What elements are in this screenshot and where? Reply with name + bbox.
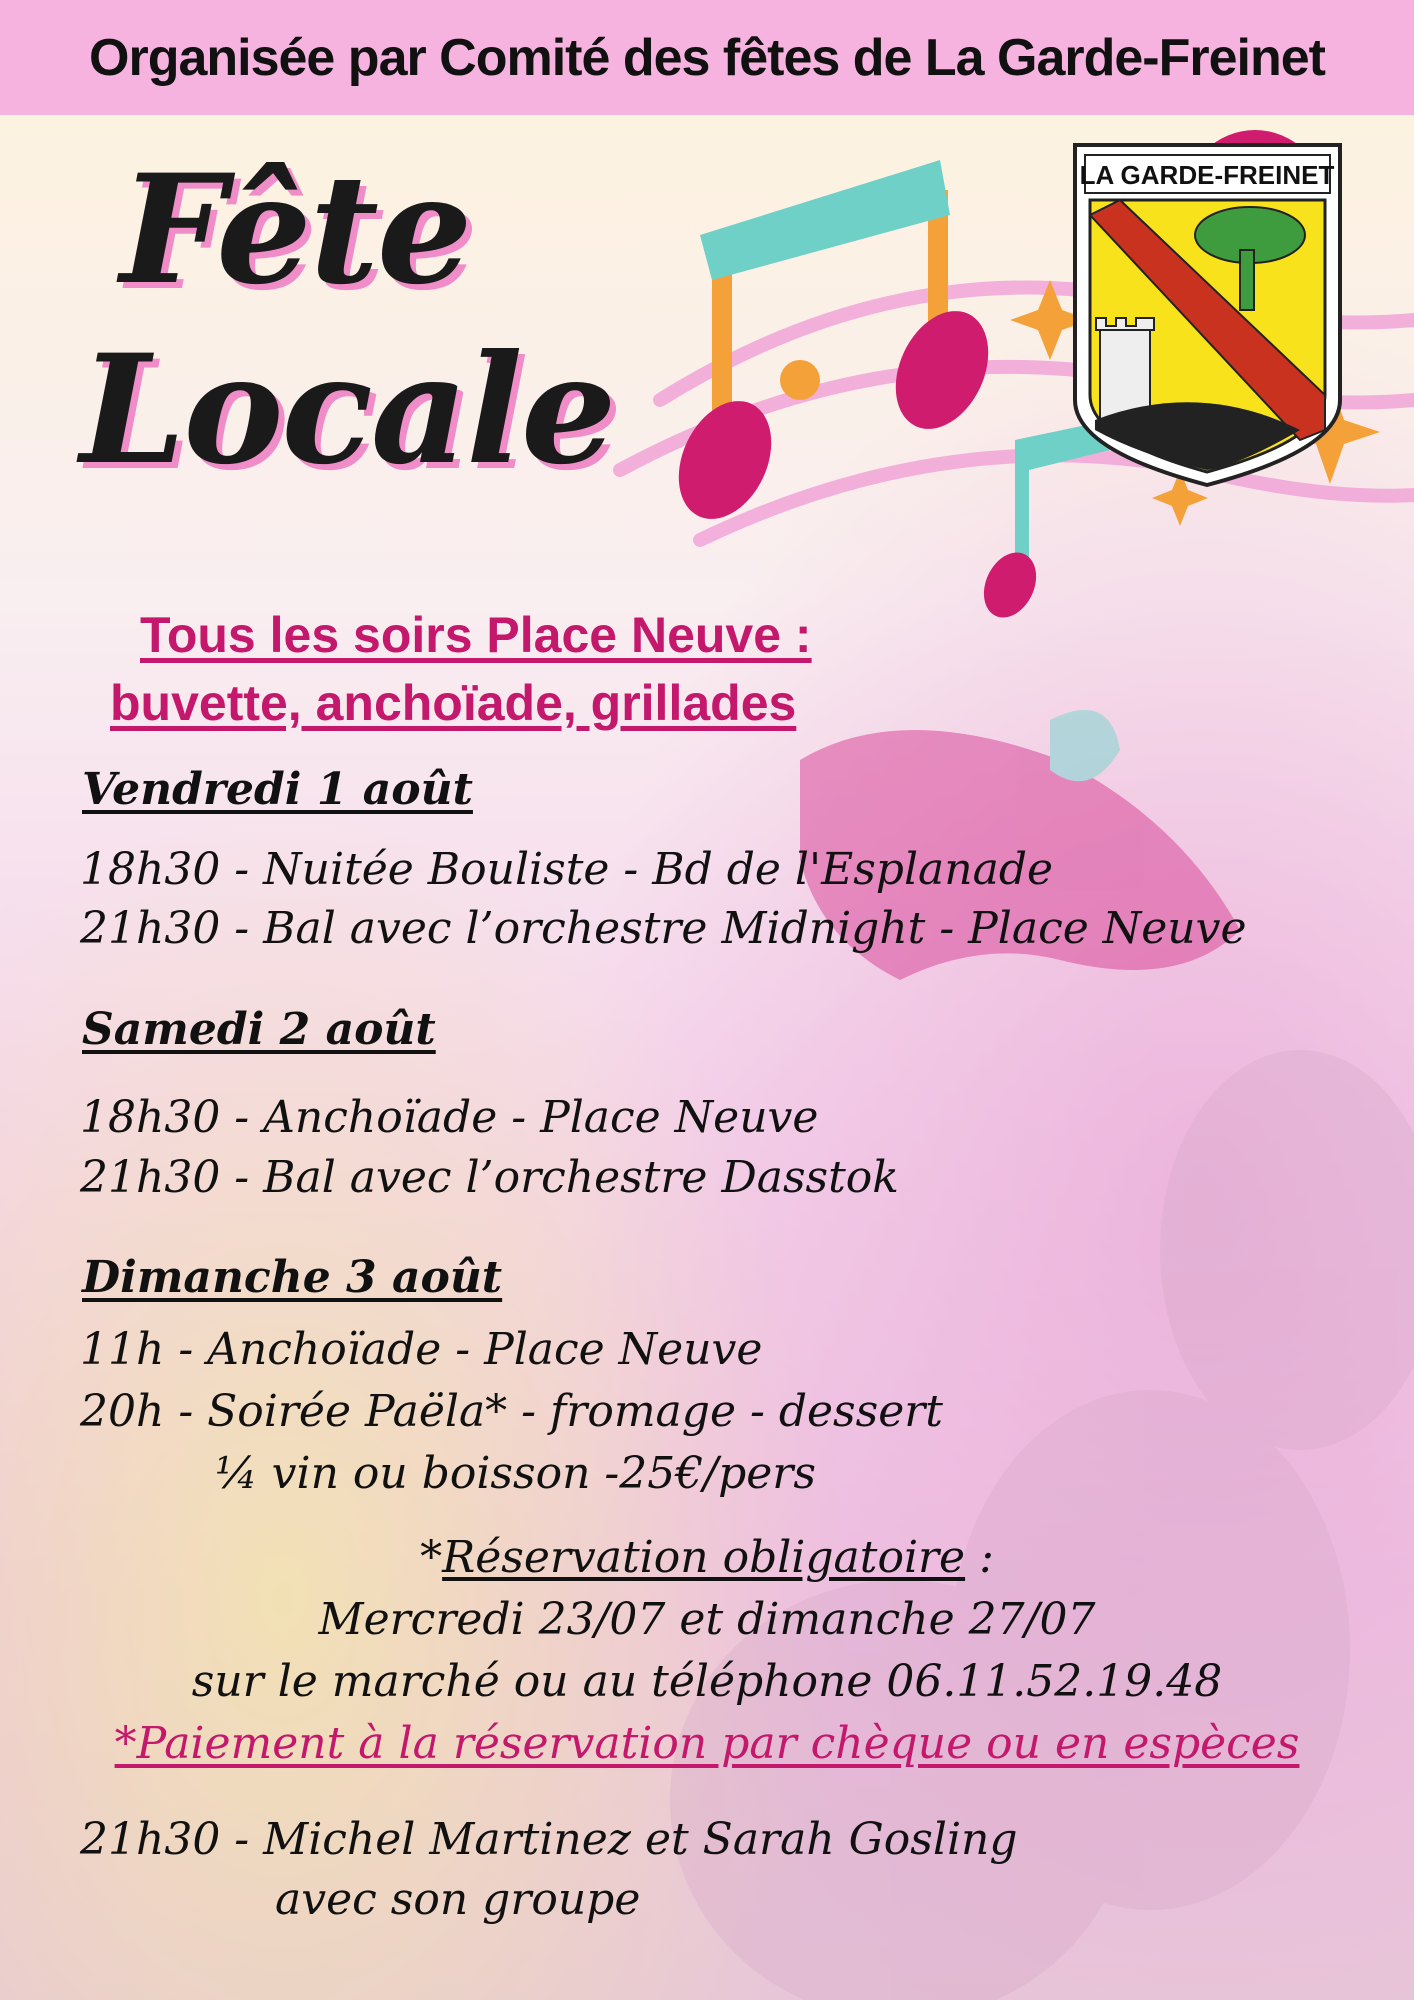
organizer-text: Organisée par Comité des fêtes de La Garde-Freinet [89, 28, 1325, 87]
day-heading-friday: Vendredi 1 août [82, 764, 473, 815]
reservation-star: * [420, 1532, 443, 1583]
day-heading-saturday: Samedi 2 août [82, 1004, 436, 1055]
day-heading-sunday: Dimanche 3 août [82, 1252, 503, 1303]
crest-label: LA GARDE-FREINET [1079, 160, 1335, 190]
reservation-dates: Mercredi 23/07 et dimanche 27/07 [318, 1594, 1096, 1645]
event-line: 21h30 - Bal avec l’orchestre Dasstok [80, 1152, 899, 1203]
event-line: 18h30 - Anchoïade - Place Neuve [80, 1092, 819, 1143]
title-line-1: Fête [120, 142, 471, 318]
title-line-2: Locale [80, 322, 615, 498]
reservation-title [0, 1532, 1414, 1583]
organizer-banner [0, 0, 1414, 115]
payment-note: *Paiement à la réservation par chèque ou en espèces [114, 1718, 1300, 1769]
town-crest-icon [1075, 145, 1340, 485]
event-line: 20h - Soirée Paëla* - fromage - dessert [80, 1386, 943, 1437]
event-line: 18h30 - Nuitée Bouliste - Bd de l'Esplanade [80, 844, 1054, 895]
final-event-line-1: 21h30 - Michel Martinez et Sarah Gosling [80, 1814, 1018, 1865]
event-line: 21h30 - Bal avec l’orchestre Midnight - Place Neuve [80, 903, 1247, 954]
event-line: ¼ vin ou boisson -25€/pers [215, 1448, 816, 1499]
reservation-colon: : [965, 1532, 994, 1583]
reservation-where: sur le marché ou au téléphone 06.11.52.19.48 [191, 1656, 1223, 1707]
final-event-line-2: avec son groupe [275, 1874, 641, 1925]
subtitle-line-2: buvette, anchoïade, grillades [110, 675, 797, 731]
event-line: 11h - Anchoïade - Place Neuve [80, 1324, 763, 1375]
subtitle-line-1: Tous les soirs Place Neuve : [140, 607, 812, 663]
reservation-label: Réservation obligatoire [442, 1532, 966, 1583]
